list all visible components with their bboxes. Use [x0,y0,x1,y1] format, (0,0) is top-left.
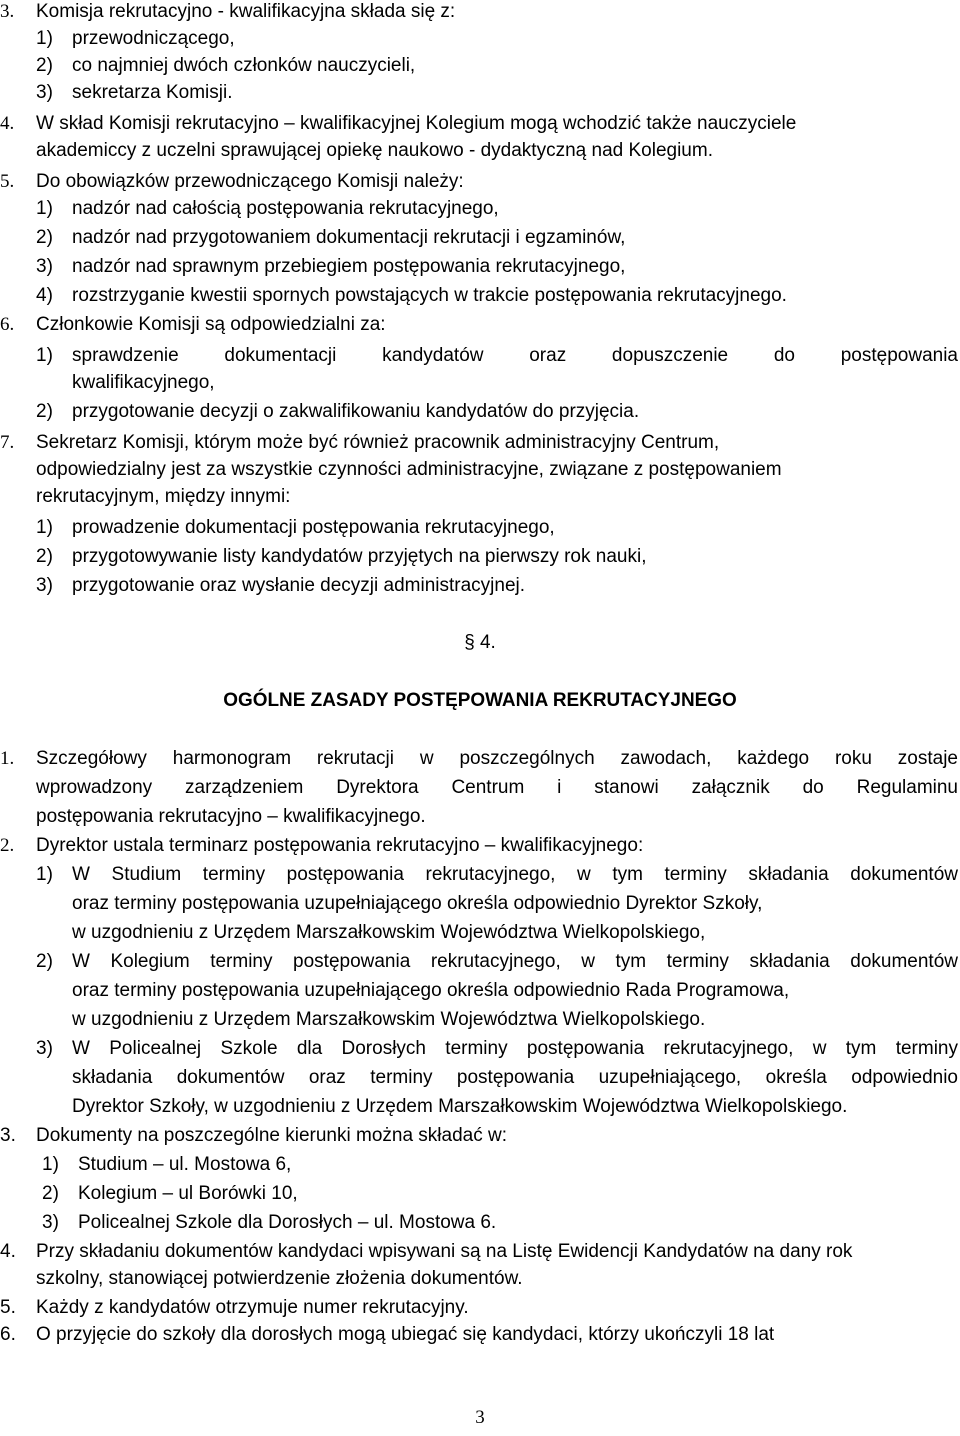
rule-text: Każdy z kandydatów otrzymuje numer rekrutacyjny. [36,1297,469,1318]
subitem-number: 2) [36,55,53,76]
item-text-continued: odpowiedzialny jest za wszystkie czynności administracyjne, związane z postępowaniem [36,459,782,480]
subitem-text-continued: w uzgodnieniu z Urzędem Marszałkowskim Województwa Wielkopolskiego, [72,922,706,943]
subitem-number: 1) [36,198,53,219]
section-mark: § 4. [464,632,496,653]
subitem-text-continued: Dyrektor Szkoły, w uzgodnieniu z Urzędem Marszałkowskim Województwa Wielkopolskiego. [72,1096,848,1117]
subitem-text: rozstrzyganie kwestii spornych powstających w trakcie postępowania rekrutacyjnego. [72,285,787,306]
subitem-number: 1) [36,864,53,885]
subitem-text-continued: oraz terminy postępowania uzupełniającego określa odpowiednio Dyrektor Szkoły, [72,893,763,914]
item-number: 6. [0,314,15,335]
subitem-number: 3) [42,1212,59,1233]
item-number: 3. [0,1,15,22]
item-text: Komisja rekrutacyjno - kwalifikacyjna składa się z: [36,1,456,22]
subitem-text: prowadzenie dokumentacji postępowania rekrutacyjnego, [72,517,555,538]
subitem-number: 1) [36,517,53,538]
rule-text: Przy składaniu dokumentów kandydaci wpisywani są na Listę Ewidencji Kandydatów na dany rok [36,1241,853,1262]
subitem-text-continued: kwalifikacyjnego, [72,372,215,393]
rule-number: 2. [0,835,15,856]
subitem-text: sekretarza Komisji. [72,82,233,103]
subitem-number: 3) [36,256,53,277]
subitem-text: nadzór nad całością postępowania rekrutacyjnego, [72,198,499,219]
subitem-number: 1) [36,28,53,49]
subitem-number: 2) [36,227,53,248]
rule-number: 3. [0,1125,16,1146]
subitem-number: 1) [36,345,53,366]
rule-number: 4. [0,1241,16,1262]
subitem-text: przewodniczącego, [72,28,235,49]
subitem-text: nadzór nad sprawnym przebiegiem postępowania rekrutacyjnego, [72,256,626,277]
subitem-text: przygotowywanie listy kandydatów przyjętych na pierwszy rok nauki, [72,546,647,567]
subitem-text: Policealnej Szkole dla Dorosłych – ul. Mostowa 6. [78,1212,497,1233]
subitem-text: W Policealnej Szkole dla Dorosłych terminy postępowania rekrutacyjnego, w tym terminy [72,1038,958,1059]
item-text: Do obowiązków przewodniczącego Komisji należy: [36,171,464,192]
item-text: W skład Komisji rekrutacyjno – kwalifikacyjnej Kolegium mogą wchodzić także nauczyciele [36,113,797,134]
rule-number: 5. [0,1297,16,1318]
item-number: 5. [0,171,15,192]
subitem-number: 3) [36,575,53,596]
rule-text-continued: szkolny, stanowiącej potwierdzenie złożenia dokumentów. [36,1268,523,1289]
subitem-number: 2) [42,1183,59,1204]
rule-number: 1. [0,748,15,769]
subitem-number: 2) [36,546,53,567]
subitem-text-continued: składania dokumentów oraz terminy postępowania uzupełniającego, określa odpowiednio [72,1067,958,1088]
rule-text: Dokumenty na poszczególne kierunki można składać w: [36,1125,508,1146]
item-text-continued: rekrutacyjnym, między innymi: [36,486,291,507]
subitem-number: 2) [36,951,53,972]
rule-text-continued: wprowadzony zarządzeniem Dyrektora Centrum i stanowi załącznik do Regulaminu [36,777,958,798]
subitem-number: 3) [36,82,53,103]
rule-text: Szczegółowy harmonogram rekrutacji w poszczególnych zawodach, każdego roku zostaje [36,748,958,769]
subitem-text: nadzór nad przygotowaniem dokumentacji rekrutacji i egzaminów, [72,227,626,248]
rule-text-continued: postępowania rekrutacyjno – kwalifikacyjnego. [36,806,426,827]
rule-text: O przyjęcie do szkoły dla dorosłych mogą ubiegać się kandydaci, którzy ukończyli 18 lat [36,1324,775,1345]
subitem-number: 1) [42,1154,59,1175]
subitem-text: Studium – ul. Mostowa 6, [78,1154,292,1175]
rule-number: 6. [0,1324,16,1345]
subitem-number: 3) [36,1038,53,1059]
subitem-number: 2) [36,401,53,422]
subitem-text: przygotowanie decyzji o zakwalifikowaniu kandydatów do przyjęcia. [72,401,640,422]
subitem-text: W Studium terminy postępowania rekrutacyjnego, w tym terminy składania dokumentów [72,864,958,885]
subitem-text-continued: oraz terminy postępowania uzupełniającego określa odpowiednio Rada Programowa, [72,980,790,1001]
subitem-text-continued: w uzgodnieniu z Urzędem Marszałkowskim Województwa Wielkopolskiego. [72,1009,706,1030]
item-text: Sekretarz Komisji, którym może być również pracownik administracyjny Centrum, [36,432,720,453]
subitem-text: Kolegium – ul Borówki 10, [78,1183,298,1204]
page-number: 3 [475,1407,485,1428]
subitem-text: co najmniej dwóch członków nauczycieli, [72,55,416,76]
item-number: 4. [0,113,15,134]
subitem-text: przygotowanie oraz wysłanie decyzji administracyjnej. [72,575,526,596]
item-number: 7. [0,432,15,453]
rule-text: Dyrektor ustala terminarz postępowania rekrutacyjno – kwalifikacyjnego: [36,835,644,856]
item-text-continued: akademiccy z uczelni sprawującej opiekę naukowo - dydaktyczną nad Kolegium. [36,140,713,161]
item-text: Członkowie Komisji są odpowiedzialni za: [36,314,386,335]
subitem-number: 4) [36,285,53,306]
subitem-text: sprawdzenie dokumentacji kandydatów oraz dopuszczenie do postępowania [72,345,958,366]
subitem-text: W Kolegium terminy postępowania rekrutacyjnego, w tym terminy składania dokumentów [72,951,958,972]
section-title: OGÓLNE ZASADY POSTĘPOWANIA REKRUTACYJNEGO [223,690,737,711]
